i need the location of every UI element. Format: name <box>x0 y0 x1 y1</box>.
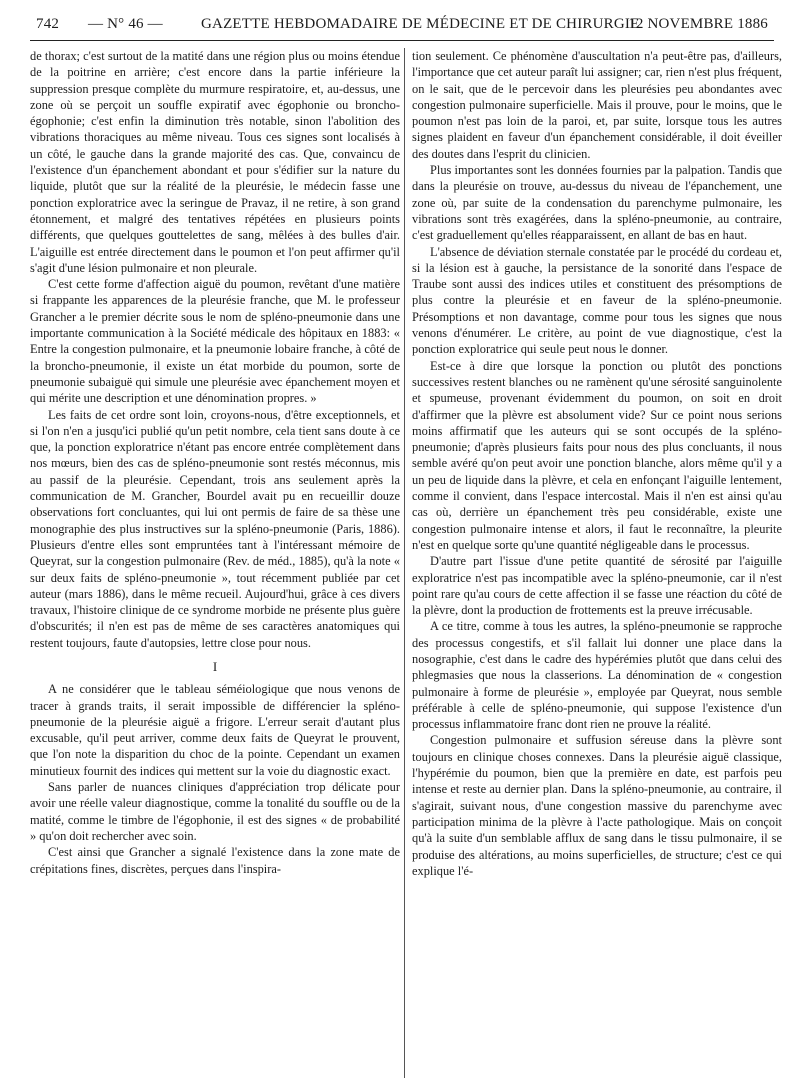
issue-date: 12 NOVEMBRE 1886 <box>628 16 768 32</box>
left-column <box>30 48 400 1078</box>
paragraph: Congestion pulmonaire et suffusion séreuse dans la plèvre sont toujours en clinique choses connexes. Dans la pleurésie aiguë classique, l'hypérémie du poumon, bien que la première en date, est parfois peu intense et reste au dernier plan. Dans la spléno-pneumonie, au contraire, il s'agirait, suivant nous, d'une congestion massive du parenchyme avec participation minima de la plèvre à l'acte pathologique. Mais on conçoit qu'à la suite d'un semblable afflux de sang dans le tissu pulmonaire, il se produise des altérations, au moins superficielles, de structure; c'est ce qui explique l'é- <box>412 733 782 878</box>
paragraph: Plus importantes sont les données fournies par la palpation. Tandis que dans la pleurésie on trouve, au-dessus du niveau de l'épanchement, une zone où, par suite de la condensation du parenchyme pulmonaire, les vibrations sont très exagérées, dans la spléno-pneumonie, au contraire, c'est graduellement qu'elles réapparaissent, en allant de bas en haut. <box>412 163 782 243</box>
paragraph: tion seulement. Ce phénomène d'auscultation n'a peut-être pas, d'ailleurs, l'importance que cet auteur paraît lui assigner; car, rien n'est plus fréquent, on le sait, que de le percevoir dans les pleurésies peu abondantes avec congestion pulmonaire superficielle. Mais il prouve, pour le moins, que le poumon n'est pas loin de la paroi, et, par suite, lorsque tous les autres signes plaident en faveur d'un épanchement considérable, il doit éveiller des doutes dans l'esprit du clinicien. <box>412 49 782 161</box>
right-column <box>412 48 782 1078</box>
section-heading: I <box>212 658 218 674</box>
paragraph: A ne considérer que le tableau séméiologique que nous venons de tracer à grands traits, il serait impossible de différencier la spléno-pneumonie de la pleurésie aiguë a frigore. L'erreur serait d'autant plus excusable, qu'il peut arriver, comme deux faits de Queyrat le prouvent, que l'on note la disparition du choc de la pointe. Cependant un examen minutieux fournit des indices qui mettent sur la voie du diagnostic exact. <box>30 682 400 778</box>
issue-number: — N° 46 — <box>88 16 163 32</box>
column-divider <box>404 48 405 1078</box>
paragraph: Sans parler de nuances cliniques d'appréciation trop délicate pour avoir une réelle valeur diagnostique, comme la tonalité du souffle ou de la matité, comme le timbre de l'égophonie, il est des signes « de probabilité » qu'on doit rechercher avec soin. <box>30 780 400 843</box>
paragraph: D'autre part l'issue d'une petite quantité de sérosité par l'aiguille exploratrice n'est pas incompatible avec la spléno-pneumonie, car il n'est point rare qu'au cours de cette affection il se fasse une réaction du côté de la plèvre, dont la production de frottements est la preuve irrécusable. <box>412 554 782 618</box>
paragraph: de thorax; c'est surtout de la matité dans une région plus ou moins étendue de la poitrine en arrière; c'est encore dans la partie inférieure la suppression presque complète du murmure respiratoire, et, au-dessus, une zone où se perçoit un souffle expiratif avec égophonie ou broncho-égophonie; c'est enfin la diminution très notable, sinon l'abolition des vibrations thoraciques au même niveau. Tous ces signes sont localisés à un côté, le gauche dans la grande majorité des cas. Que, convaincu de l'existence d'un épanchement abondant et pour s'édifier sur la nature du liquide, plutôt que sur la réalité de la pleurésie, le médecin fasse une ponction exploratrice avec la seringue de Pravaz, il ne retire, à son grand étonnement, et malgré des tentatives répétées en plusieurs points différents, que quelques gouttelettes de sang, mêlées à des bulles d'air. L'aiguille est entrée directement dans le poumon et l'on peut affirmer qu'il s'agit d'une lésion pulmonaire et non pleurale. <box>30 49 400 275</box>
paragraph: C'est ainsi que Grancher a signalé l'existence dans la zone mate de crépitations fines, discrètes, perçues dans l'inspira- <box>30 845 400 876</box>
paragraph: Les faits de cet ordre sont loin, croyons-nous, d'être exceptionnels, et si l'on n'en a jusqu'ici publié qu'un petit nombre, cela tient sans doute à ce que, la ponction exploratrice n'étant pas encore entrée complètement dans nos mœurs, bien des cas de spléno-pneumonie sont restés méconnus, mis au passif de la pleurésie. Cependant, trois ans seulement après la communication de M. Grancher, Bourdel avait pu en recueillir douze observations fort concluantes, qui lui ont permis de faire de sa thèse une monographie des plus instructives sur la spléno-pneumonie (Paris, 1886). Plusieurs d'entre elles sont empruntées tant à l'intéressant mémoire de Queyrat, sur la congestion pulmonaire (Rev. de méd., 1885), qu'à la note « sur deux faits de spléno-pneumonie », tout récemment publiée par cet auteur (mars 1886), dans le même recueil. Aujourd'hui, grâce à ces divers travaux, l'histoire clinique de ce syndrome morbide ne présente plus guère d'obscurités; il n'en est pas de même de ses caractères anatomiques qui restent toujours, faute d'autopsies, lettre close pour nous. <box>30 407 400 650</box>
paragraph: Est-ce à dire que lorsque la ponction ou plutôt des ponctions successives restent blanches ou ne ramènent qu'une sérosité sanguinolente et spumeuse, provenant évidemment du poumon, on soit en droit d'affirmer que la plèvre est absolument vide? Sur ce point nous serions moins affirmatif que les auteurs qui se sont occupés de la spléno-pneumonie; d'après plusieurs faits pour nous des plus concluants, il nous semble avéré qu'on peut avoir une ponction blanche, alors même qu'il y a un peu de liquide dans la plèvre, et cela en enfonçant l'aiguille lentement, comme il convient, dans l'espace intercostal. Mais il n'en est ainsi qu'au cas où, derrière un épanchement très peu considérable, existe une congestion pulmonaire intense et alors, il faut le reconnaître, la pleurite n'est en quelque sorte qu'une quantité négligeable dans le processus. <box>412 358 782 552</box>
paragraph: C'est cette forme d'affection aiguë du poumon, revêtant d'une matière si frappante les apparences de la pleurésie franche, que M. le professeur Grancher a le premier décrite sous le nom de spléno-pneumonie dans une importante communication à la Société médicale des hôpitaux en 1883: « Entre la congestion pulmonaire, et la pneumonie lobaire franche, à côté de la broncho-pneumonie, il existe un état morbide du poumon, sorte de pneumonie subaiguë qui simule une pleurésie avec épanchement moyen et qui mérite une description et une dénomination propres. » <box>30 277 400 406</box>
paragraph: L'absence de déviation sternale constatée par le procédé du cordeau et, si la lésion est à gauche, la persistance de la sonorité dans l'espace de Traube sont aussi des indices utiles et constituent des présomptions de plus contre la pleurésie et en faveur de la spléno-pneumonie. Présomptions et non davantage, comme pour tous les signes que nous venons d'énumérer. Le critère, au point de vue diagnostique, c'est la ponction exploratrice qui seule peut nous le donner. <box>412 244 782 357</box>
page-number: 742 <box>36 16 60 32</box>
page-header <box>30 14 774 41</box>
paragraph: A ce titre, comme à tous les autres, la spléno-pneumonie se rapproche des processus congestifs, et s'il fallait lui donner une place dans la nosographie, c'est dans le cadre des hypérémies plutôt que dans celui des phlegmasies que nous la classerions. La dénomination de « congestion pulmonaire à forme de pleurésie », employée par Queyrat, nous semble préférable à celle de spléno-pneumonie, qui suppose l'existence d'un processus inflammatoire franc dont rien ne prouve la réalité. <box>412 619 782 732</box>
publication-title: GAZETTE HEBDOMADAIRE DE MÉDECINE ET DE CHIRURGIE <box>201 16 640 32</box>
